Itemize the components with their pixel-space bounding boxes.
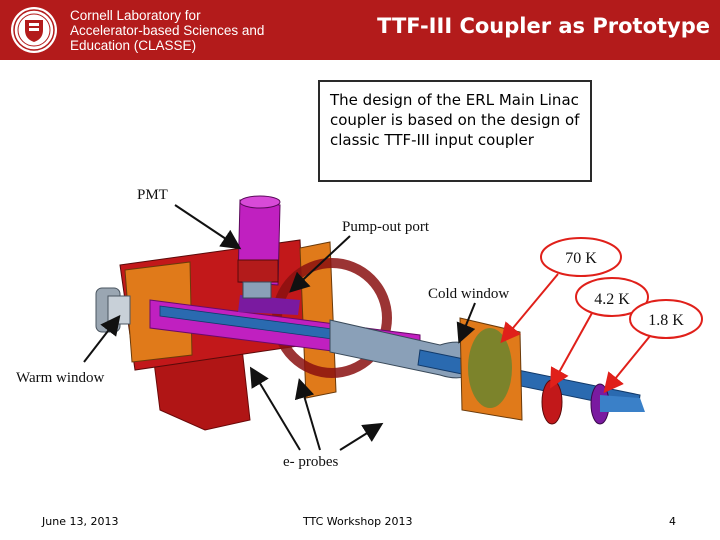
coupler-diagram <box>0 180 720 480</box>
temperature-label: 70 K <box>565 250 597 267</box>
callout-text: The design of the ERL Main Linac coupler is based on the design of classic TTF-III input coupler <box>330 91 580 149</box>
temperature-label: 4.2 K <box>594 291 630 308</box>
org-line: Education (CLASSE) <box>70 38 197 53</box>
org-line: Cornell Laboratory for <box>70 8 201 23</box>
page-number: 4 <box>669 515 676 528</box>
footer-date: June 13, 2013 <box>42 515 119 528</box>
footer-event: TTC Workshop 2013 <box>303 515 413 528</box>
org-line: Accelerator-based Sciences and <box>70 23 265 38</box>
callout-box <box>318 80 592 182</box>
temperature-label: 1.8 K <box>648 312 684 329</box>
label-pump-out-port: Pump-out port <box>342 219 430 235</box>
slide-title: TTF-III Coupler as Prototype <box>377 14 710 38</box>
cornell-seal-logo <box>10 6 58 54</box>
label-pmt: PMT <box>137 187 168 203</box>
label-warm-window: Warm window <box>16 370 105 386</box>
header-bar <box>0 0 720 60</box>
label-cold-window: Cold window <box>428 286 510 302</box>
label-e-probes: e- probes <box>283 454 339 470</box>
org-name <box>70 8 264 53</box>
